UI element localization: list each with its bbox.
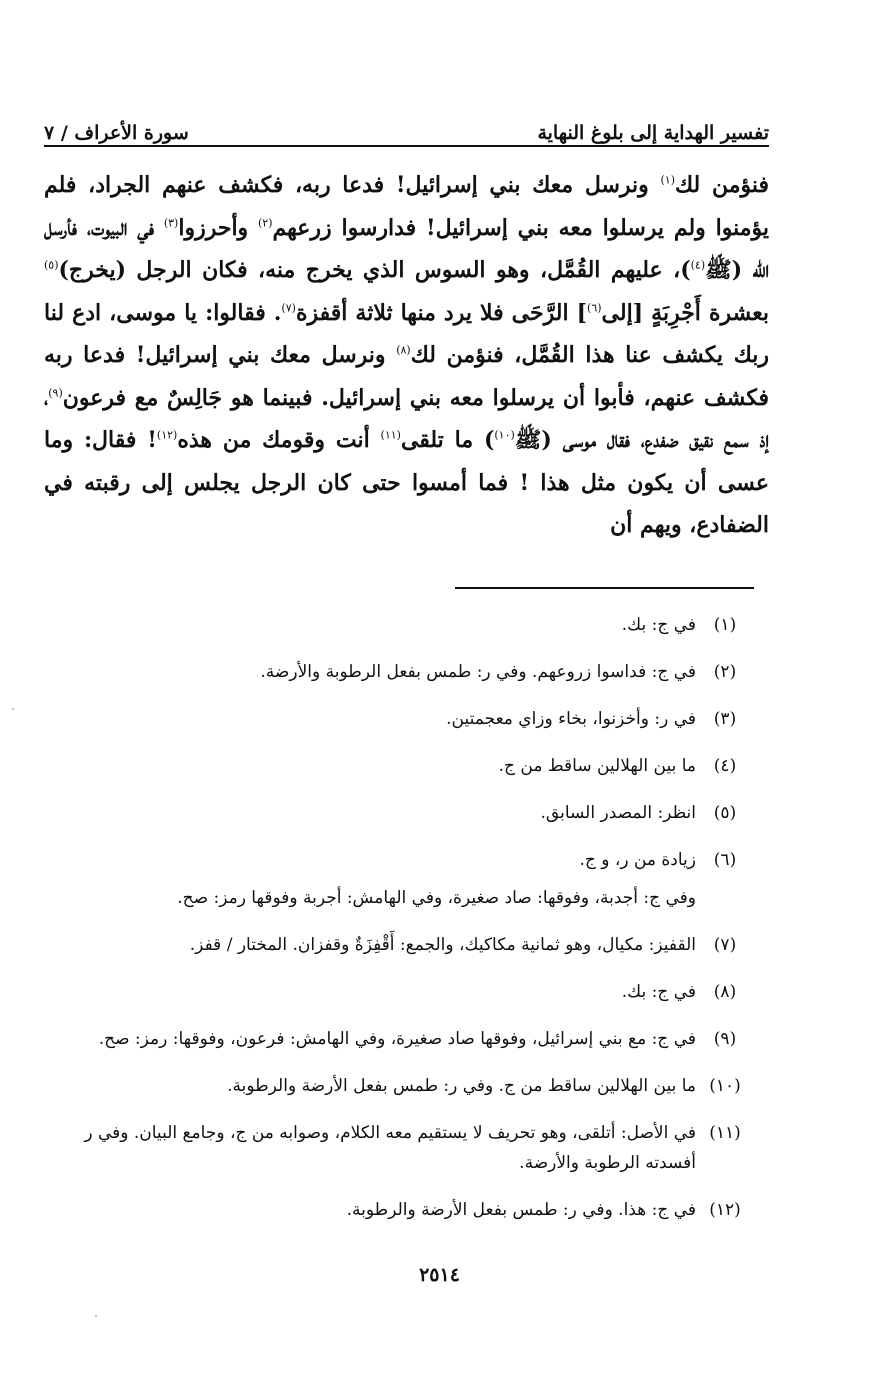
header-divider	[44, 145, 769, 147]
footnote-text: ما بين الهلالين ساقط من ج. وفي ر: طمس بفعل الأرضة والرطوبة.	[227, 1076, 696, 1096]
footnote-number: (٧)	[713, 935, 737, 955]
footnote-ref: (٢)	[257, 216, 273, 230]
text-segment: ! فقال: وما عسى أن يكون مثل هذا ! فما أمسوا حتى كان الرجل يجلس إلى رقبته في الضفادع، ويهم أن	[44, 427, 769, 538]
footnote-ref: (١١)	[380, 428, 401, 442]
footnote-text: في ج: فداسوا زروعهم. وفي ر: طمس بفعل الرطوبة والأرضة.	[260, 662, 696, 682]
footnote-text: في ج: بك.	[621, 982, 696, 1002]
text-segment: بعشرة أَجْرِبَةٍ [إلى	[601, 299, 769, 326]
text-segment: . فقالوا: يا موسى، ادع لنا ربك يكشف عنا هذا القُمَّل، فنؤمن لك	[44, 299, 769, 368]
footnote-item	[60, 1118, 754, 1178]
text-segment: ) ما تلقى	[400, 427, 495, 453]
footnote-number: (٩)	[713, 1029, 737, 1049]
footnote-text: في ر: وأخزنوا، بخاء وزاي معجمتين.	[446, 709, 696, 729]
footnote-text: في ج: بك.	[621, 615, 696, 635]
surah-label: سورة الأعراف / ٧	[44, 122, 189, 144]
footnote-number: (٢)	[713, 662, 737, 682]
text-segment: ونرسل معك بني إسرائيل! فدعا ربه، فكشف عنهم الجراد، فلم يؤمنوا ولم يرسلوا معه بني إسرائيل! فدارسوا زرعهم	[44, 172, 769, 241]
text-segment: وأحرزوا	[178, 214, 258, 241]
footnote-divider	[455, 587, 754, 589]
footnote-text: في ج: مع بني إسرائيل، وفوقها صاد صغيرة، وفي الهامش: فرعون، وفوقها: رمز: صح.	[98, 1029, 696, 1049]
footnote-ref: (٣)	[163, 216, 179, 230]
text-segment: ونرسل معك بني إسرائيل! فدعا ربه فكشف عنهم، فأبوا أن يرسلوا معه بني إسرائيل. فبينما هو جَالِسٌ مع فرعون	[44, 342, 769, 411]
footnote-ref: (١)	[660, 173, 676, 187]
footnote-continuation: وفي ج: أجدبة، وفوقها: صاد صغيرة، وفي الهامش: أجربة وفوقها رمز: صح.	[177, 888, 696, 908]
footnote-number: (٨)	[713, 982, 737, 1002]
footnote-number: (١)	[713, 615, 737, 635]
footnote-ref: (٤)	[690, 258, 706, 272]
text-segment: ] الرَّحَى فلا يرد منها ثلاثة أقفزة	[295, 299, 588, 326]
footnote-item	[60, 704, 754, 734]
footnote-item	[60, 930, 754, 960]
footnote-text: في الأصل: أتلقى، وهو تحريف لا يستقيم معه الكلام، وصوابه من ج، وجامع البيان. وفي ر أفسدته الرطوبة والأرضة.	[84, 1123, 696, 1173]
text-segment: أنت وقومك من هذه	[177, 427, 381, 453]
footnote-item	[60, 751, 754, 781]
footnote-item	[60, 798, 754, 828]
footnote-ref: (٦)	[587, 301, 602, 315]
footnote-text: ما بين الهلالين ساقط من ج.	[498, 756, 696, 776]
scan-speck	[95, 1315, 97, 1317]
footnote-ref: (١٢)	[156, 428, 178, 442]
footnote-text: انظر: المصدر السابق.	[540, 803, 696, 823]
footnote-item	[60, 845, 754, 875]
footnote-number: (٥)	[713, 803, 737, 823]
footnote-ref: (٩)	[48, 386, 63, 400]
footnote-ref: (٨)	[396, 343, 411, 357]
footnote-item	[60, 977, 754, 1007]
footnotes	[60, 610, 754, 1242]
footnote-text: القفيز: مكيال، وهو ثمانية مكاكيك، والجمع: أَقْفِزَةٌ وقفزان. المختار / قفز.	[189, 935, 696, 955]
footnote-ref: (٥)	[44, 258, 59, 272]
text-segment: في البيوت، فأرسل الله (ﷺ	[44, 214, 769, 283]
footnote-item	[60, 1195, 754, 1225]
running-header	[44, 108, 769, 144]
footnote-item	[60, 610, 754, 640]
footnote-number: (٤)	[713, 756, 737, 776]
footnote-ref: (٧)	[281, 301, 296, 315]
page-number: ٢٥١٤	[419, 1264, 460, 1286]
footnote-item	[60, 1071, 754, 1101]
footnote-number: (٦)	[713, 850, 737, 870]
footnote-item	[60, 657, 754, 687]
footnote-text: زيادة من ر، و ج.	[579, 850, 696, 870]
main-text	[44, 164, 769, 547]
text-segment: )، عليهم القُمَّل، وهو السوس الذي يخرج منه، فكان الرجل (يخرج)	[58, 257, 691, 283]
scan-speck	[12, 708, 14, 710]
footnote-text: في ج: هذا. وفي ر: طمس بفعل الأرضة والرطوبة.	[346, 1200, 696, 1220]
footnote-item	[60, 1024, 754, 1054]
book-title: تفسير الهداية إلى بلوغ النهاية	[537, 122, 769, 144]
text-segment: ، إذ سمع نقيق ضفدع، فقال موسى (ﷺ	[44, 384, 770, 453]
footnote-number: (٣)	[713, 709, 737, 729]
text-segment: فنؤمن لك	[675, 172, 769, 198]
footnote-number: (١٠)	[709, 1076, 741, 1096]
footnote-number: (١١)	[709, 1123, 741, 1143]
footnote-ref: (١٠)	[494, 428, 515, 442]
footnote-number: (١٢)	[709, 1200, 741, 1220]
